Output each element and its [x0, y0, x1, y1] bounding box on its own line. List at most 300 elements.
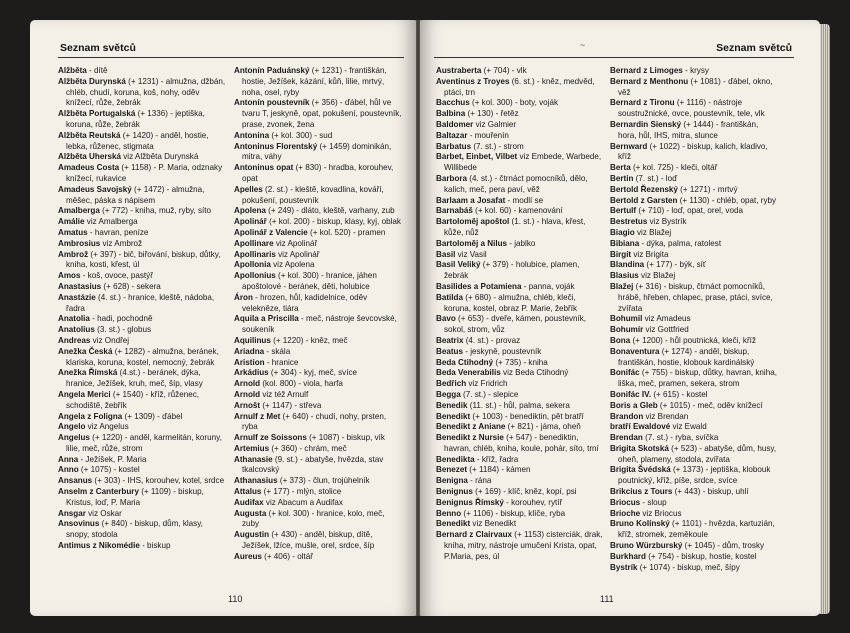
entry-term: Amadeus Costa: [58, 163, 120, 173]
entry-definition: - mouřenín: [467, 130, 509, 140]
entry-definition: (+ 1309) - ďábel: [122, 411, 183, 421]
entry: [436, 336, 604, 347]
entry-definition: (+ 356) - ďábel, hůl ve tvaru T, jeskyně, opat, pokušení, poustevník, prase, zvonek, žena: [242, 98, 402, 129]
entry-term: Boris a Gleb: [610, 400, 658, 410]
entry-term: Alžběta Durynská: [58, 76, 126, 86]
entry-term: Athanasie: [234, 454, 273, 464]
entry: [610, 77, 778, 99]
entry: [610, 260, 778, 271]
entry: [58, 476, 226, 487]
entry: [234, 347, 402, 358]
entry-definition: (7. st.) - loď: [633, 173, 678, 183]
entry-term: Angelus: [58, 433, 90, 443]
entry-term: Barbora: [436, 173, 468, 183]
entry-definition: (+ 1106) - biskup, klíče, ryba: [461, 508, 566, 518]
entry-term: Bertold z Garsten: [610, 195, 678, 205]
entry: [58, 541, 226, 552]
entry: [610, 217, 778, 228]
entry-term: Bona: [610, 335, 631, 345]
entry: [58, 163, 226, 185]
entry-term: Antonín Paduánský: [234, 66, 310, 75]
entry-definition: (+ 130) - řetěz: [465, 109, 519, 119]
entry: [610, 174, 778, 185]
entry: [58, 293, 226, 315]
entry-definition: (+ 615) - kostel: [651, 389, 708, 399]
entry-term: Arnulf ze Soissons: [234, 433, 307, 443]
entry: [610, 142, 778, 164]
entry-term: Alžběta Portugalská: [58, 109, 136, 119]
entry-term: Bertin: [610, 173, 634, 183]
entry: [58, 390, 226, 412]
entry-definition: (+ 755) - biskup, důtky, havran, kniha, liška, meč, pramen, sekera, strom: [618, 368, 777, 389]
entry-definition: (+ 1373) - jeptiška, klobouk poutnický, kříž, píše, srdce, svíce: [618, 465, 771, 486]
entry: [234, 228, 402, 239]
entry: [436, 293, 604, 315]
entry-definition: (+ 169) - klíč, kněz, kopí, psi: [472, 487, 577, 497]
entry-term: Brigita Skotská: [610, 443, 669, 453]
entry-definition: - dítě: [86, 66, 108, 75]
entry-definition: (+ 397) - bič, biřování, biskup, důtky, kniha, kosti, křest, úl: [66, 249, 221, 270]
entry: [58, 519, 226, 541]
entry-definition: (+ 1274) - anděl, biskup, františkán, hostie, klobouk kardinálský: [618, 346, 755, 367]
entry: [234, 217, 402, 228]
entry-definition: (+ 1200) - hůl poutnická, kleči, kříž: [630, 335, 756, 345]
entry-definition: viz Alžběta Durynská: [120, 152, 199, 162]
entry-term: Basil Veliký: [436, 260, 481, 270]
entry: [436, 98, 604, 109]
entry: [436, 131, 604, 142]
entry-term: Brikcius z Tours: [610, 487, 673, 497]
entry-term: Brioche: [610, 508, 641, 518]
entry-definition: viz Briocus: [640, 508, 682, 518]
entry-definition: (+ kol. 520) - pramen: [307, 227, 386, 237]
entry: [610, 422, 778, 433]
entry: [234, 250, 402, 261]
entry-definition: (+ 710) - loď, opat, orel, voda: [636, 206, 743, 216]
entry-definition: (+ 1444) - františkán, hora, hůl, IHS, mitra, slunce: [618, 119, 759, 140]
entry-definition: (7. st.) - strom: [471, 141, 524, 151]
entry-term: Arnold: [234, 379, 261, 389]
entry-term: Ariadna: [234, 346, 265, 356]
entry-definition: (+ 1158) - P. Maria, odznaky knížecí, rukavice: [66, 163, 223, 183]
entry: [436, 196, 604, 207]
entry: [610, 541, 778, 552]
entry-term: Bestretus: [610, 217, 648, 227]
entry-definition: viz Ewald: [670, 422, 707, 432]
entry-term: Aristion: [234, 357, 265, 367]
entry: [436, 498, 604, 509]
entry: [436, 455, 604, 466]
entry-definition: (+ 772) - kniha, muž, ryby, síto: [99, 206, 212, 216]
entry-definition: (+ 547) - benediktin, havran, chléb, kniha, koule, pohár, síto, trní: [444, 433, 599, 453]
entry: [436, 77, 604, 99]
entry: [610, 163, 778, 174]
running-header: Seznam světců: [60, 42, 136, 54]
entry: [58, 250, 226, 272]
entry: [610, 465, 778, 487]
entry-term: Brigita Švédská: [610, 465, 671, 475]
entry-term: Alžběta Reutská: [58, 130, 121, 140]
entry-definition: - kříž, řadra: [474, 454, 519, 464]
entry-definition: (6. st.) - kněz, medvěd, ptáci, trn: [444, 76, 595, 97]
entry: [436, 433, 604, 455]
entry-term: Anastasius: [58, 281, 102, 291]
entry: [234, 66, 402, 98]
header-rule: [434, 57, 794, 58]
entry: [234, 185, 402, 207]
entry-term: Angela z Foligna: [58, 411, 123, 421]
entry-term: Bertulf: [610, 206, 637, 216]
entry-term: Amatus: [58, 227, 88, 237]
entry: [610, 401, 778, 412]
entry: [58, 465, 226, 476]
entry: [234, 498, 402, 509]
entry-definition: (+ 1220) - kněz, meč: [270, 335, 348, 345]
entry-definition: (+ 1075) - kostel: [78, 465, 140, 475]
entry: [234, 293, 402, 315]
entry-term: Antonina: [234, 130, 270, 140]
entry-term: Blasius: [610, 271, 639, 281]
entry-definition: viz Abacum a Audifax: [263, 497, 343, 507]
entry-term: Briocus: [610, 497, 641, 507]
entry-definition: - skála: [264, 346, 291, 356]
entry-term: Berta: [610, 163, 631, 173]
entry: [58, 282, 226, 293]
entry-term: Bystrík: [610, 562, 638, 572]
entry-definition: (+ 443) - biskup, uhlí: [672, 487, 749, 497]
entry: [58, 109, 226, 131]
entry-definition: (+ kol. 300) - sud: [269, 130, 333, 140]
page-number: 110: [228, 594, 243, 604]
entry-definition: (2. st.) - kleště, kovadlina, kováří, pokušení, poustevník: [242, 184, 384, 205]
entry-term: Bernward: [610, 141, 648, 151]
entry: [610, 390, 778, 401]
entry-definition: (+ 1130) - chléb, opat, ryby: [677, 195, 777, 205]
entry: [58, 455, 226, 466]
entry-term: Antimus z Nikomédie: [58, 541, 140, 551]
entry-definition: viz Angelus: [85, 422, 129, 432]
entry-definition: - korouhev, rytíř: [503, 497, 563, 507]
entry: [234, 433, 402, 444]
entry-term: Ansanus: [58, 476, 93, 486]
entry-definition: (7. st.) - slepice: [460, 389, 519, 399]
entry-term: Audifax: [234, 497, 264, 507]
entry-term: Bruno Würzburský: [610, 541, 683, 551]
entry: [610, 120, 778, 142]
left-page: [30, 20, 416, 616]
entry: [610, 282, 778, 314]
entry-term: Apollinare: [234, 238, 274, 248]
entry-term: Beda Ctihodný: [436, 357, 494, 367]
entry-definition: (+ 177) - mlýn, stolice: [261, 487, 342, 497]
entry: [234, 239, 402, 250]
entry: [610, 336, 778, 347]
entry: [58, 422, 226, 433]
entry-term: Anastázie: [58, 292, 96, 302]
entry: [436, 66, 604, 77]
entry-definition: (+ 1022) - biskup, kalich, kladivo, kříž: [618, 141, 768, 162]
entry-definition: (+ 1074) - biskup, meč, šípy: [637, 562, 740, 572]
entry-definition: (4.st.) - beránek, dýka, hranice, Ježíšek, kruh, meč, šíp, vlasy: [66, 368, 203, 389]
entry-definition: (+ 1081) - ďábel, okno, věž: [618, 76, 773, 97]
entry-term: Bonifác IV.: [610, 389, 652, 399]
entry-term: Anselm z Canterbury: [58, 487, 139, 497]
entry: [436, 379, 604, 390]
entry-term: Benedikta: [436, 454, 475, 464]
header-rule: [58, 57, 404, 58]
entry: [610, 325, 778, 336]
entry: [436, 530, 604, 562]
entry: [610, 250, 778, 261]
entry-definition: viz Benedikt: [470, 519, 517, 529]
entry-definition: (+ 379) - holubice, plamen, žebrák: [444, 260, 580, 281]
entry-definition: - dýka, palma, ratolest: [639, 238, 722, 248]
entry: [234, 271, 402, 293]
column-4: [610, 66, 778, 573]
entry-definition: (4. st.) - čtrnáct pomocníků, dělo, kalich, meč, pera paví, věž: [444, 173, 588, 194]
page-number: 111: [600, 594, 614, 604]
entry-definition: viz Embede, Warbede, Willibede: [444, 152, 602, 173]
entry-term: Angelo: [58, 422, 86, 432]
entry-definition: (4. st.) - hranice, kleště, nádoba, řadra: [66, 292, 215, 313]
entry: [234, 390, 402, 401]
entry-term: Bernard z Limoges: [610, 66, 683, 75]
entry: [436, 120, 604, 131]
entry-term: Benedikt z Aniane: [436, 422, 506, 432]
entry: [610, 509, 778, 520]
entry: [436, 422, 604, 433]
entry-term: Benezet: [436, 465, 468, 475]
entry: [436, 358, 604, 369]
entry-definition: (+ 316) - biskup, čtrnáct pomocníků, hrábě, hřeben, chlapec, prase, ptáci, svíce, zvířata: [618, 281, 773, 313]
entry-term: Aquilinus: [234, 335, 271, 345]
entry-term: Arnold: [234, 389, 261, 399]
entry-term: Ambrosius: [58, 238, 101, 248]
entry-term: Angela Merici: [58, 389, 111, 399]
entry-term: Beatus: [436, 346, 463, 356]
entry-definition: (+ 1271) - mrtvý: [677, 184, 738, 194]
entry-definition: (+ 1147) - střeva: [260, 400, 322, 410]
entry-definition: - jablko: [507, 238, 536, 248]
entry-definition: (+ 249) - dláto, kleště, varhany, zub: [265, 206, 395, 216]
entry-definition: viz Brendan: [643, 411, 689, 421]
entry: [234, 509, 402, 531]
entry-term: Apollinaris: [234, 249, 276, 259]
entry-definition: viz Oskar: [85, 508, 122, 518]
entry-term: Bavo: [436, 314, 456, 324]
entry-term: Antoninus opat: [234, 163, 294, 173]
entry-definition: (+ 821) - jáma, oheň: [505, 422, 581, 432]
entry-term: Bibiana: [610, 238, 640, 248]
page-mark: ~: [580, 40, 586, 50]
entry-term: Alžběta: [58, 66, 87, 75]
entry: [234, 455, 402, 477]
entry-definition: viz Apolinář: [273, 238, 318, 248]
entry: [234, 131, 402, 142]
entry-term: Augustin: [234, 530, 270, 540]
entry-term: Ansovinus: [58, 519, 100, 529]
entry: [610, 519, 778, 541]
entry-term: Austraberta: [436, 66, 482, 75]
entry: [436, 412, 604, 423]
entry-term: Bohumír: [610, 325, 644, 335]
entry-term: Burkhard: [610, 551, 646, 561]
entry-definition: viz Amalberga: [84, 217, 138, 227]
entry-term: Bernard z Tironu: [610, 98, 675, 108]
entry-definition: - sloup: [640, 497, 667, 507]
entry: [436, 401, 604, 412]
entry-term: Beatrix: [436, 335, 464, 345]
entry-term: Bonifác: [610, 368, 640, 378]
entry-definition: viz též Arnulf: [260, 389, 309, 399]
entry-definition: (+ 754) - biskup, hostie, kostel: [645, 551, 757, 561]
entry: [58, 433, 226, 455]
entry: [234, 530, 402, 552]
entry-definition: viz Blažej: [638, 271, 676, 281]
entry-term: Apollonius: [234, 271, 276, 281]
entry-definition: viz Gottfried: [643, 325, 689, 335]
entry: [234, 336, 402, 347]
entry-definition: (+ 1282) - almužna, beránek, klariska, koruna, kostel, nemocný, žebrák: [66, 346, 219, 367]
entry: [58, 239, 226, 250]
entry-definition: viz Bystrík: [647, 217, 687, 227]
entry-term: Barbet, Einbet, Vilbet: [436, 152, 518, 162]
entry-term: Artemius: [234, 443, 270, 453]
column-2: [234, 66, 402, 563]
entry: [610, 433, 778, 444]
entry: [436, 250, 604, 261]
entry-term: Beda Venerabilis: [436, 368, 501, 378]
entry-term: Bedřich: [436, 379, 467, 389]
entry-term: Bernard z Menthonu: [610, 76, 689, 86]
entry-definition: (+ 628) - sekera: [101, 281, 161, 291]
entry-definition: viz Fridrich: [466, 379, 508, 389]
entry: [234, 260, 402, 271]
entry: [58, 412, 226, 423]
entry: [610, 314, 778, 325]
entry: [58, 206, 226, 217]
entry-term: Anežka Česká: [58, 346, 113, 356]
entry: [436, 519, 604, 530]
entry-definition: (+ 304) - kyj, meč, svíce: [268, 368, 358, 378]
entry-term: Balbina: [436, 109, 466, 119]
entry-term: Apolinář: [234, 217, 267, 227]
entry-term: Augusta: [234, 508, 267, 518]
entry-term: Arnošt: [234, 400, 261, 410]
entry-term: Alžběta Uherská: [58, 152, 121, 162]
entry: [58, 368, 226, 390]
entry: [610, 239, 778, 250]
entry: [436, 314, 604, 336]
entry: [58, 336, 226, 347]
entry-definition: (+ 735) - kniha: [493, 357, 548, 367]
entry-term: Begga: [436, 389, 461, 399]
entry-definition: viz Amadeus: [642, 314, 691, 324]
entry-definition: (+ 1109) - biskup, Kristus, loď, P. Maria: [66, 487, 204, 507]
entry-definition: - hranice: [264, 357, 299, 367]
entry-definition: - hrozen, hůl, kadidelnice, oděv velekněze, tiára: [242, 292, 368, 313]
entry-definition: (kol. 800) - viola, harfa: [260, 379, 343, 389]
entry-term: Arnulf z Met: [234, 411, 281, 421]
entry-definition: (+ kol. 300) - hranice, kolo, meč, zuby: [242, 508, 385, 529]
entry: [436, 217, 604, 239]
entry-term: Bohumil: [610, 314, 643, 324]
entry: [234, 358, 402, 369]
entry-term: Baldomer: [436, 119, 474, 129]
entry-definition: (+ 1153) cisterciák, drak, kniha, mitry, nástroje umučení Krista, opat, P.Maria, pes, úl: [444, 530, 603, 561]
entry: [58, 152, 226, 163]
entry-definition: (+ 303) - IHS, korouhev, kotel, srdce: [92, 476, 225, 486]
entry: [436, 368, 604, 379]
entry-term: Blandina: [610, 260, 645, 270]
entry-definition: (+ 680) - almužna, chléb, kleči, koruna, kostel, obraz P. Marie, žebřík: [444, 292, 578, 313]
entry-term: Amos: [58, 271, 81, 281]
entry-term: Athanasius: [234, 476, 278, 486]
entry-definition: (+ 653) - dveře, kámen, poustevník, sokol, strom, vůz: [444, 314, 587, 335]
entry-definition: viz Galmier: [473, 119, 517, 129]
entry-term: Brandon: [610, 411, 644, 421]
entry: [436, 260, 604, 282]
entry: [436, 239, 604, 250]
entry-term: Batilda: [436, 292, 463, 302]
entry-definition: (+ 1045) - dům, trosky: [682, 541, 765, 551]
entry-term: Bernard z Clairvaux: [436, 530, 513, 540]
entry-term: Anno: [58, 465, 79, 475]
entry-term: Andreas: [58, 335, 91, 345]
entry-definition: viz Beda Ctihodný: [500, 368, 569, 378]
entry-term: Bruno Kolínský: [610, 519, 670, 529]
entry-definition: (+ 373) - člun, trojúhelník: [277, 476, 370, 486]
entry-definition: - rána: [467, 476, 492, 486]
entry-definition: (+ 1015) - meč, oděv knížecí: [657, 400, 763, 410]
entry: [234, 163, 402, 185]
entry-term: Barnabáš: [436, 206, 473, 216]
entry: [610, 228, 778, 239]
entry-term: Anežka Římská: [58, 368, 118, 378]
entry-definition: (+ 840) - biskup, dům, klasy, snopy, stodola: [66, 519, 203, 540]
entry: [234, 444, 402, 455]
entry-term: Benignus: [436, 487, 473, 497]
entry: [58, 347, 226, 369]
entry: [436, 152, 604, 174]
entry-definition: (+ kol. 725) - kleči, oltář: [630, 163, 718, 173]
entry: [58, 314, 226, 325]
entry-term: Barlaam a Josafat: [436, 195, 506, 205]
entry: [610, 271, 778, 282]
entry: [436, 206, 604, 217]
entry: [58, 217, 226, 228]
entry: [436, 142, 604, 153]
entry-definition: - jeskyně, poustevník: [463, 346, 542, 356]
entry: [58, 271, 226, 282]
entry-term: Bartoloměj a Nilus: [436, 238, 508, 248]
entry: [58, 185, 226, 207]
entry-definition: (+ kol. 300) - hranice, jáhen apoštolové - beránek, děti, holubice: [242, 271, 377, 291]
entry: [436, 509, 604, 520]
entry-term: Arkádius: [234, 368, 269, 378]
entry-definition: (+ 1220) - anděl, karmelitán, koruny, lilie, meč, růže, strom: [66, 433, 222, 453]
entry: [610, 552, 778, 563]
entry: [58, 66, 226, 77]
entry-term: Antoninus Florentský: [234, 141, 318, 151]
entry-definition: - panna, voják: [521, 281, 575, 291]
entry-term: Brendan: [610, 433, 643, 443]
entry-term: bratří Ewaldové: [610, 422, 671, 432]
entry: [610, 498, 778, 509]
entry-term: Basil: [436, 249, 456, 259]
entry: [234, 487, 402, 498]
entry: [436, 174, 604, 196]
